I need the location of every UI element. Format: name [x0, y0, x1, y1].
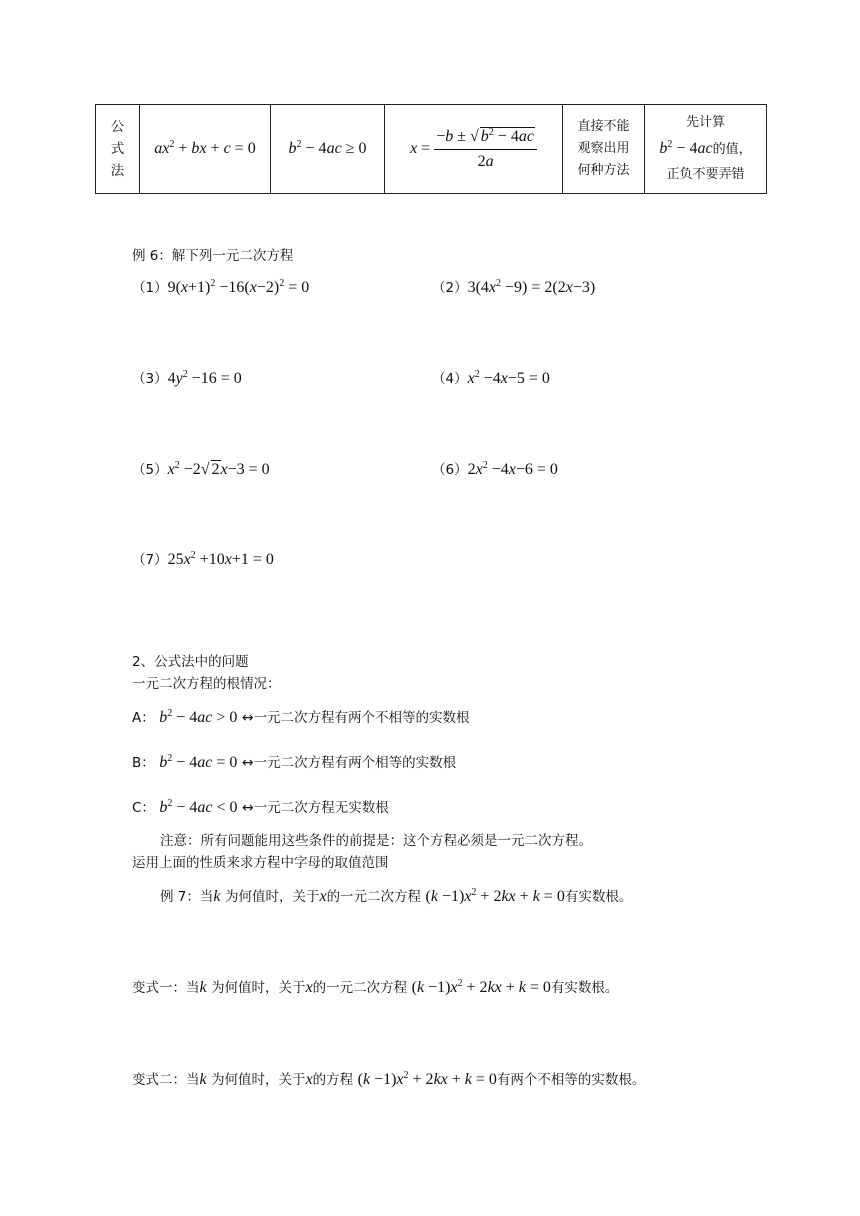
note1-line-1: 直接不能 — [577, 119, 630, 134]
case-label: A： — [132, 710, 155, 726]
example6-title: 例 6：解下列一元二次方程 — [132, 248, 294, 264]
variant1-part1: 变式一：当 — [132, 980, 200, 996]
variant1-part3: 的一元二次方程 — [312, 980, 408, 996]
problem-3 — [132, 367, 242, 388]
general-equation: $ax^2$ + bx + c = 0 — [154, 139, 256, 157]
note1-line-2: 观察出用 — [577, 141, 630, 156]
var-x: x — [305, 1071, 313, 1088]
example7-part3: 的一元二次方程 — [326, 889, 422, 905]
note2-discriminant: $b^2 - 4ac$ — [659, 139, 713, 157]
note1-line-3: 何种方法 — [577, 163, 630, 178]
example7-part4: 有实数根。 — [564, 889, 633, 905]
variant2-equation: $(k -1)x^2 + 2kx + k = 0$ — [357, 1070, 497, 1088]
variant1-equation: $(k -1)x^2 + 2kx + k = 0$ — [411, 978, 551, 996]
condition-cell — [271, 105, 385, 194]
case-label: B： — [132, 755, 155, 771]
variant1-part4: 有实数根。 — [550, 980, 619, 996]
problem-label: （6） — [432, 462, 468, 478]
problem-label: （1） — [132, 280, 168, 296]
problem-expr: $4y^2 -16 = 0$ — [167, 369, 242, 387]
problem-label: （3） — [132, 371, 168, 387]
case-condition: $b^2 - 4ac < 0$ — [159, 798, 238, 816]
case-condition: $b^2 - 4ac = 0$ — [159, 753, 238, 771]
problem-expr: $2x^2 -4x-6 = 0$ — [467, 460, 558, 478]
quadratic-formula: x = $\frac{-b \pm √ b^2 - 4ac}{2a}$ — [410, 140, 537, 157]
case-condition: $b^2 - 4ac > 0$ — [159, 708, 238, 726]
note2-top: 先计算 — [685, 115, 725, 130]
problem-label: （2） — [432, 280, 468, 296]
problem-1 — [132, 276, 309, 297]
iff-arrow-icon: ↔ — [241, 755, 254, 771]
section2-sub: 一元二次方程的根情况： — [132, 676, 281, 692]
note-cell-1 — [563, 105, 645, 194]
case-a — [132, 706, 470, 727]
var-k: k — [199, 979, 207, 996]
discriminant-condition: $b^2 - 4ac \ge 0$ — [288, 139, 367, 157]
problem-label: （4） — [432, 371, 468, 387]
problem-5 — [132, 458, 270, 479]
example7 — [160, 885, 632, 906]
section2-usage: 运用上面的性质来求方程中字母的取值范围 — [132, 855, 389, 871]
note2-bottom: 正负不要弄错 — [666, 167, 745, 182]
section2-note: 注意：所有问题能用这些条件的前提是：这个方程必须是一元二次方程。 — [160, 833, 592, 849]
case-text: 一元二次方程有两个不相等的实数根 — [253, 710, 470, 726]
var-x: x — [319, 888, 327, 905]
problem-expr: $9(x+1)^2 -16(x-2)^2 = 0$ — [167, 278, 310, 296]
iff-arrow-icon: ↔ — [242, 800, 254, 816]
problem-expr: $3(4x^2 -9) = 2(2x-3)$ — [467, 278, 596, 296]
variant2-part4: 有两个不相等的实数根。 — [496, 1072, 646, 1088]
formula-cell — [385, 105, 563, 194]
variant2-part3: 的方程 — [312, 1072, 354, 1088]
note2-mid: 的值， — [712, 142, 752, 157]
case-c — [132, 796, 389, 817]
iff-arrow-icon: ↔ — [241, 710, 254, 726]
example7-equation: $(k -1)x^2 + 2kx + k = 0$ — [425, 887, 565, 905]
method-label-2: 式 — [110, 141, 125, 157]
problem-2 — [432, 276, 595, 297]
case-text: 一元二次方程无实数根 — [253, 800, 389, 816]
equation-cell — [140, 105, 271, 194]
example7-part2: 为何值时，关于 — [224, 889, 320, 905]
variant2-part1: 变式二：当 — [132, 1072, 200, 1088]
variant2 — [132, 1068, 645, 1089]
method-label-1: 公 — [110, 119, 125, 135]
section2-heading: 2、公式法中的问题 — [132, 654, 249, 670]
problem-label: （7） — [132, 552, 168, 568]
problem-expr: $x^2 -2√$ 2x−3 = 0 — [167, 460, 270, 478]
problem-expr: $x^2 -4x-5 = 0$ — [467, 369, 550, 387]
var-k: k — [213, 888, 221, 905]
method-label-cell — [96, 105, 140, 194]
problem-expr: $25x^2 +10x+1 = 0$ — [167, 550, 274, 568]
variant1-part2: 为何值时，关于 — [211, 980, 306, 996]
problem-7 — [132, 548, 274, 569]
case-b — [132, 751, 456, 772]
example7-part1: 例 7：当 — [160, 889, 214, 905]
problem-6 — [432, 458, 558, 479]
method-label-3: 法 — [110, 163, 125, 179]
problem-label: （5） — [132, 462, 168, 478]
variant2-part2: 为何值时，关于 — [211, 1072, 306, 1088]
variant1 — [132, 976, 618, 997]
case-text: 一元二次方程有两个相等的实数根 — [253, 755, 457, 771]
var-k: k — [199, 1071, 207, 1088]
note-cell-2 — [645, 105, 767, 194]
formula-method-table — [95, 104, 767, 194]
var-x: x — [305, 979, 313, 996]
case-label: C： — [132, 800, 155, 816]
problem-4 — [432, 367, 550, 388]
